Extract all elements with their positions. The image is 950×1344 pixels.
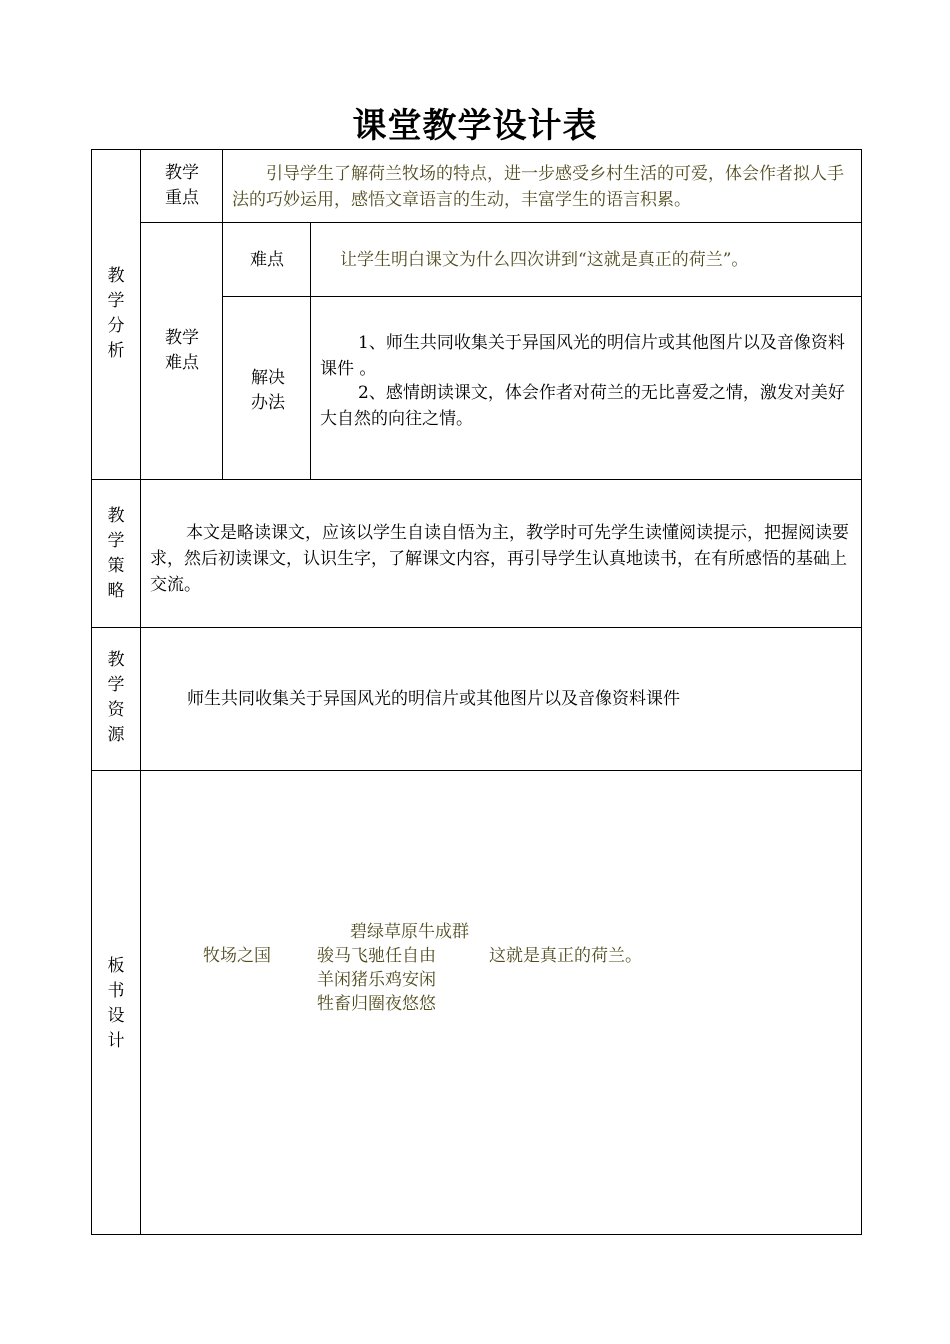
- board-left: 牧场之国: [203, 946, 271, 966]
- sub-label-divider: [222, 149, 223, 480]
- page-title: 课堂教学设计表: [352, 106, 598, 146]
- focus-text: 引导学生了解荷兰牧场的特点，进一步感受乡村生活的可爱，体会作者拟人手法的巧妙运用，感悟文章语言的生动，丰富学生的语言积累。: [232, 164, 844, 210]
- divider-strategy: [91, 627, 862, 628]
- divider-resources: [91, 770, 862, 771]
- analysis-label: 教学分析: [107, 266, 125, 361]
- difficulty-label: 教学难点: [165, 328, 199, 373]
- strategy-text: 本文是略读课文，应该以学生自读自悟为主，教学时可先学生读懂阅读提示，把握阅读要求，然后初读课文，认识生字，了解课文内容，再引导学生认真地读书，在有所感悟的基础上交流。: [150, 523, 849, 595]
- board-label: 板书设计: [107, 956, 125, 1051]
- border-left: [91, 149, 92, 1235]
- resources-text: 师生共同收集关于异国风光的明信片或其他图片以及音像资料课件: [187, 689, 680, 709]
- divider-analysis: [91, 479, 862, 480]
- focus-divider: [140, 222, 862, 223]
- difficulty-inner-divider: [222, 296, 862, 297]
- focus-label: 教学重点: [165, 163, 199, 208]
- border-top: [91, 149, 862, 150]
- board-right: 这就是真正的荷兰。: [489, 946, 642, 966]
- label-column-divider: [140, 149, 141, 1235]
- difficulty-point-label: 难点: [250, 250, 284, 270]
- solution-item-1: 1、师生共同收集关于异国风光的明信片或其他图片以及音像资料课件 。: [320, 333, 845, 379]
- resources-label: 教学资源: [107, 650, 125, 745]
- board-line-1: 碧绿草原牛成群: [350, 922, 469, 942]
- solution-label: 解决办法: [251, 368, 285, 413]
- difficulty-point-text: 让学生明白课文为什么四次讲到“这就是真正的荷兰”。: [340, 250, 749, 270]
- difficulty-label-divider: [310, 222, 311, 480]
- board-line-2: 骏马飞驰任自由: [317, 946, 436, 966]
- border-right: [861, 149, 862, 1235]
- strategy-label: 教学策略: [107, 506, 125, 601]
- border-bottom: [91, 1234, 862, 1235]
- solution-item-2: 2、感情朗读课文，体会作者对荷兰的无比喜爱之情，激发对美好大自然的向往之情。: [320, 383, 845, 429]
- board-line-4: 牲畜归圈夜悠悠: [317, 994, 436, 1014]
- board-line-3: 羊闲猪乐鸡安闲: [317, 970, 436, 990]
